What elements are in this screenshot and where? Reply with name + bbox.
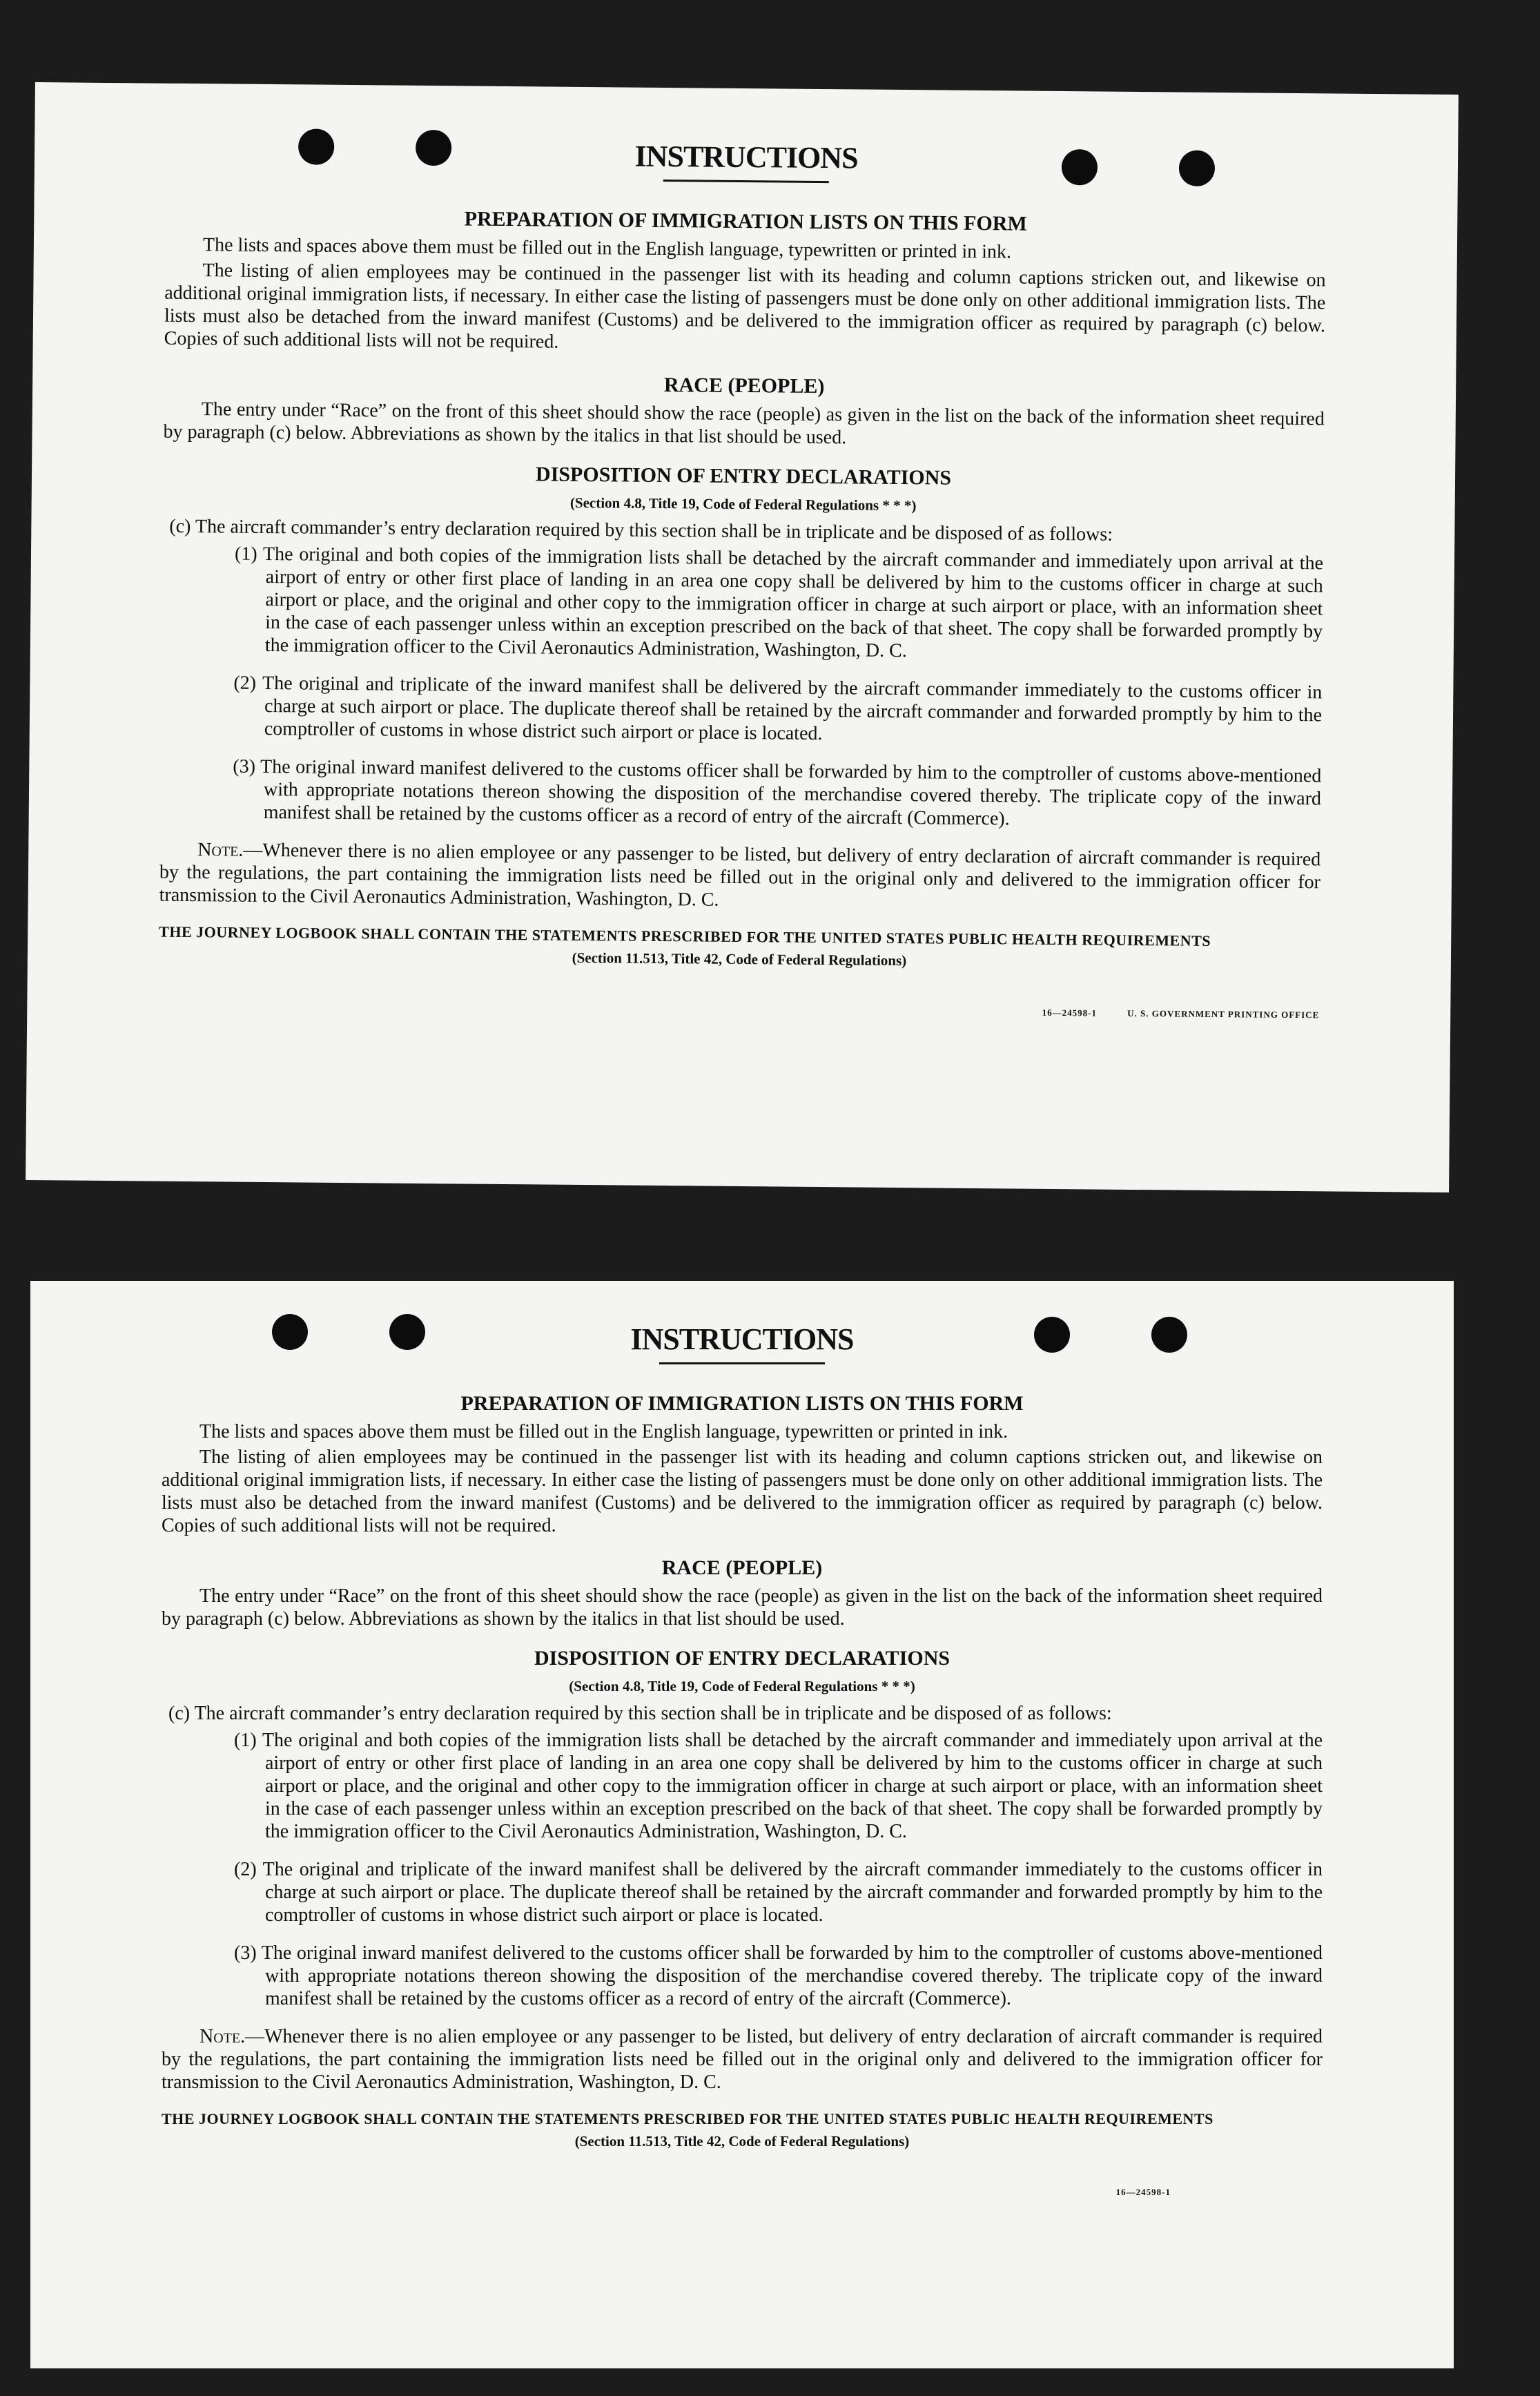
health-citation: (Section 11.513, Title 42, Code of Federal Regulations) bbox=[572, 949, 907, 969]
list-item: (2) The original and triplicate of the inward manifest shall be delivered by the aircraft commander immediately to the customs officer in charge at such airport or place. The duplicate thereof shall be retained by the aircraft commander and forwarded promptly by him to the comptroller of customs in whose district such airport or place is located. bbox=[234, 1859, 1323, 1926]
instructions-content bbox=[158, 135, 1327, 1027]
note-text: —Whenever there is no alien employee or any passenger to be listed, but delivery of entry declaration of aircraft commander is required by the regulations, the part containing the immigration lists need be filled out in the original only and delivered to the immigration officer for transmission to the Civil Aeronautics Administration, Washington, D. C. bbox=[162, 2026, 1323, 2093]
list-item: (1) The original and both copies of the immigration lists shall be detached by the aircraft commander and immediately upon arrival at the airport of entry or other first place of landing in an area one copy shall be delivered by him to the customs officer in charge at such airport or place, and the original and other copy to the immigration officer in charge at such airport or place, with an information sheet in the case of each passenger unless within an exception prescribed on the back of that sheet. The copy shall be forwarded promptly by the immigration officer to the Civil Aeronautics Administration, Washington, D. C. bbox=[234, 543, 1324, 662]
citation: (Section 4.8, Title 19, Code of Federal Regulations * * *) bbox=[569, 1678, 915, 1694]
top-page-sheet bbox=[26, 82, 1459, 1192]
section-heading-race: RACE (PEOPLE) bbox=[661, 1556, 823, 1579]
printer-credit: U. S. GOVERNMENT PRINTING OFFICE bbox=[1127, 1007, 1320, 1021]
section-heading-disposition: DISPOSITION OF ENTRY DECLARATIONS bbox=[535, 463, 952, 490]
paragraph: The lists and spaces above them must be filled out in the English language, typewritten or printed in ink. bbox=[199, 1421, 1008, 1442]
list-item: (2) The original and triplicate of the inward manifest shall be delivered by the aircraft commander immediately to the customs officer in charge at such airport or place. The duplicate thereof shall be retained by the aircraft commander and forwarded promptly by him to the comptroller of customs in whose district such airport or place is located. bbox=[233, 672, 1323, 745]
instructions-content bbox=[162, 1322, 1323, 2203]
list-item: (1) The original and both copies of the immigration lists shall be detached by the aircraft commander and immediately upon arrival at the airport of entry or other first place of landing in an area one copy shall be delivered by him to the customs officer in charge at such airport or place, and the original and other copy to the immigration officer in charge at such airport or place, with an information sheet in the case of each passenger unless within an exception prescribed on the back of that sheet. The copy shall be forwarded promptly by the immigration officer to the Civil Aeronautics Administration, Washington, D. C. bbox=[234, 1730, 1323, 1842]
form-number: 16—24598-1 bbox=[1042, 1007, 1098, 1018]
note-label: Note. bbox=[197, 839, 244, 861]
health-statement: THE JOURNEY LOGBOOK SHALL CONTAIN THE STATEMENTS PRESCRIBED FOR THE UNITED STATES PUBLIC HEALTH REQUIREMENTS bbox=[159, 922, 1211, 949]
citation: (Section 4.8, Title 19, Code of Federal Regulations * * *) bbox=[569, 494, 917, 514]
note-paragraph bbox=[162, 2025, 1323, 2094]
form-footer bbox=[158, 994, 1319, 1027]
form-number: 16—24598-1 bbox=[1115, 2187, 1171, 2197]
paragraph: The listing of alien employees may be continued in the passenger list with its heading and column captions stricken out, and likewise on additional original immigration lists, if necessary. In either case the listing of passengers must be done only on other additional immigration lists. The lists must also be detached from the inward manifest (Customs) and be delivered to the immigration officer as required by paragraph (c) below. Copies of such additional lists will not be required. bbox=[162, 1447, 1323, 1536]
note-label: Note. bbox=[199, 2026, 246, 2047]
section-heading-race: RACE (PEOPLE) bbox=[663, 374, 825, 398]
section-heading-preparation: PREPARATION OF IMMIGRATION LISTS ON THIS FORM bbox=[464, 207, 1027, 235]
health-citation: (Section 11.513, Title 42, Code of Federal Regulations) bbox=[574, 2133, 910, 2149]
section-heading-disposition: DISPOSITION OF ENTRY DECLARATIONS bbox=[534, 1647, 951, 1670]
clause-c: (c) The aircraft commander’s entry declaration required by this section shall be in triplicate and be disposed of as follows: bbox=[169, 515, 1113, 545]
paragraph: The entry under “Race” on the front of this sheet should show the race (people) as given in the list on the back of the information sheet required by paragraph (c) below. Abbreviations as shown by the italics in that list should be used. bbox=[162, 1585, 1323, 1630]
note-paragraph bbox=[159, 838, 1321, 917]
health-statement: THE JOURNEY LOGBOOK SHALL CONTAIN THE STATEMENTS PRESCRIBED FOR THE UNITED STATES PUBLIC HEALTH REQUIREMENTS bbox=[162, 2110, 1214, 2127]
bottom-page-sheet bbox=[30, 1281, 1454, 2368]
paragraph: The lists and spaces above them must be filled out in the English language, typewritten or printed in ink. bbox=[202, 234, 1012, 263]
list-item: (3) The original inward manifest delivered to the customs officer shall be forwarded by him to the comptroller of customs above-mentioned with appropriate notations thereon showing the disposition of the merchandise covered thereby. The triplicate copy of the inward manifest shall be retained by the customs officer as a record of entry of the aircraft (Commerce). bbox=[234, 1942, 1323, 2009]
list-item: (3) The original inward manifest delivered to the customs officer shall be forwarded by him to the comptroller of customs above-mentioned with appropriate notations thereon showing the disposition of the merchandise covered thereby. The triplicate copy of the inward manifest shall be retained by the customs officer as a record of entry of the aircraft (Commerce). bbox=[233, 755, 1322, 830]
note-text: —Whenever there is no alien employee or any passenger to be listed, but delivery of entry declaration of aircraft commander is required by the regulations, the part containing the immigration lists need be filled out in the original only and delivered to the immigration officer for transmission to the Civil Aeronautics Administration, Washington, D. C. bbox=[159, 839, 1321, 911]
page-title: INSTRUCTIONS bbox=[634, 139, 858, 175]
clause-c: (c) The aircraft commander’s entry declaration required by this section shall be in triplicate and be disposed of as follows: bbox=[168, 1703, 1112, 1724]
paragraph: The listing of alien employees may be continued in the passenger list with its heading and column captions stricken out, and likewise on additional original immigration lists, if necessary. In either case the listing of passengers must be done only on other additional immigration lists. The lists must also be detached from the inward manifest (Customs) and be delivered to the immigration officer as required by paragraph (c) below. Copies of such additional lists will not be required. bbox=[164, 260, 1326, 353]
section-heading-preparation: PREPARATION OF IMMIGRATION LISTS ON THIS FORM bbox=[460, 1392, 1024, 1415]
paragraph: The entry under “Race” on the front of this sheet should show the race (people) as given in the list on the back of the information sheet required by paragraph (c) below. Abbreviations as shown by the italics in that list should be used. bbox=[163, 398, 1325, 449]
title-divider bbox=[663, 180, 829, 183]
page-title: INSTRUCTIONS bbox=[630, 1322, 854, 1356]
form-footer bbox=[162, 2181, 1323, 2203]
title-divider bbox=[659, 1362, 825, 1364]
